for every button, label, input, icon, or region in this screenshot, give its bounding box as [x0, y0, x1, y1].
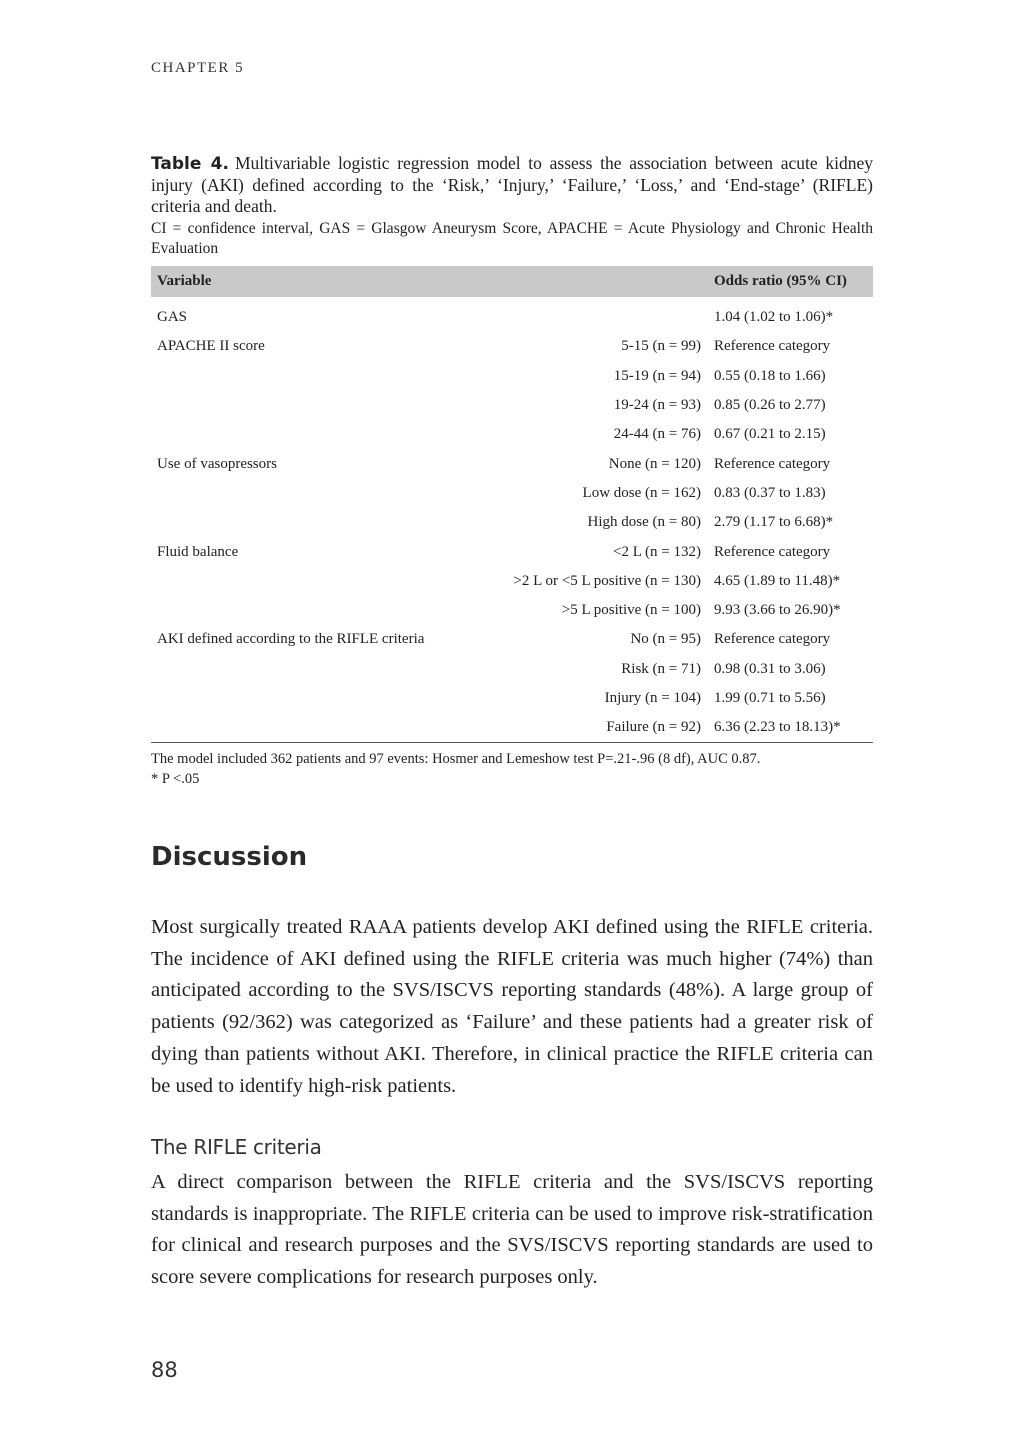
table-row	[151, 508, 873, 537]
table-row	[151, 449, 873, 478]
cell-variable	[151, 420, 475, 449]
cell-variable: APACHE II score	[157, 338, 265, 355]
cell-variable	[151, 713, 475, 743]
cell-odds-ratio: 2.79 (1.17 to 6.68)*	[714, 514, 834, 531]
cell-category: 24-44 (n = 76)	[613, 426, 701, 443]
cell-odds-ratio: 0.98 (0.31 to 3.06)	[714, 660, 826, 677]
table-caption-text: Multivariable logistic regression model to assess the association between acute kidney injury (AKI) defined according to the ‘Risk,’ ‘Injury,’ ‘Failure,’ ‘Loss,’ and ‘End-stage’ (RIFLE) criteria and death.	[151, 153, 874, 216]
subsection-heading-rifle: The RIFLE criteria	[151, 1135, 322, 1159]
cell-odds-ratio: 0.83 (0.37 to 1.83)	[714, 484, 826, 501]
table-row	[151, 297, 873, 332]
cell-odds-ratio: 0.67 (0.21 to 2.15)	[714, 426, 826, 443]
cell-variable	[151, 362, 475, 391]
cell-category: <2 L (n = 132)	[612, 543, 701, 560]
cell-variable: Use of vasopressors	[157, 455, 277, 472]
cell-category: Injury (n = 104)	[604, 690, 701, 706]
cell-odds-ratio: 6.36 (2.23 to 18.13)*	[708, 713, 873, 743]
table-header-row	[151, 266, 873, 297]
cell-variable	[151, 655, 475, 684]
table-footnote-significance: * P <.05	[151, 771, 200, 787]
table-row	[151, 713, 873, 743]
table-row	[151, 655, 873, 684]
chapter-header: CHAPTER 5	[151, 60, 245, 76]
page-number: 88	[151, 1358, 178, 1382]
table-row	[151, 596, 873, 625]
table-body	[151, 297, 873, 743]
table-row	[151, 567, 873, 596]
cell-category	[475, 297, 708, 332]
table-row	[151, 479, 873, 508]
cell-odds-ratio: 1.04 (1.02 to 1.06)*	[714, 309, 834, 326]
cell-category: None (n = 120)	[608, 455, 701, 472]
table-row	[151, 625, 873, 654]
cell-category: High dose (n = 80)	[587, 514, 701, 531]
column-header-odds-ratio: Odds ratio (95% CI)	[708, 266, 873, 297]
discussion-paragraph-2: A direct comparison between the RIFLE criteria and the SVS/ISCVS reporting standards is inappropriate. The RIFLE criteria can be used to improve risk-stratification for clinical and research purposes and the SVS/ISCVS reporting standards are used to score severe complications for research purposes only.	[151, 1171, 873, 1289]
cell-odds-ratio: Reference category	[714, 543, 831, 560]
table-row	[151, 362, 873, 391]
table-label: Table 4.	[151, 154, 229, 174]
cell-odds-ratio: Reference category	[714, 338, 831, 355]
table-row	[151, 332, 873, 361]
cell-category: Low dose (n = 162)	[582, 484, 701, 501]
table-row	[151, 537, 873, 566]
table-footnote-model: The model included 362 patients and 97 events: Hosmer and Lemeshow test P=.21-.96 (8 df), AUC 0.87.	[151, 751, 761, 767]
cell-odds-ratio: 4.65 (1.89 to 11.48)*	[714, 572, 841, 589]
cell-category: >5 L positive (n = 100)	[561, 602, 701, 619]
cell-variable: Fluid balance	[157, 543, 239, 560]
column-header-category	[475, 266, 708, 297]
cell-variable: GAS	[157, 309, 188, 326]
cell-variable: AKI defined according to the RIFLE criteria	[157, 631, 425, 648]
table-row	[151, 391, 873, 420]
cell-odds-ratio: 1.99 (0.71 to 5.56)	[714, 690, 826, 706]
cell-odds-ratio: 0.85 (0.26 to 2.77)	[714, 397, 826, 414]
cell-variable	[151, 567, 475, 596]
table-row	[151, 420, 873, 449]
cell-variable	[151, 684, 475, 713]
cell-category: 5-15 (n = 99)	[621, 338, 701, 355]
cell-variable	[151, 479, 475, 508]
cell-odds-ratio: 9.93 (3.66 to 26.90)*	[714, 602, 841, 619]
cell-variable	[151, 508, 475, 537]
column-header-variable: Variable	[151, 266, 475, 297]
cell-odds-ratio: 0.55 (0.18 to 1.66)	[714, 367, 826, 384]
cell-category: Risk (n = 71)	[621, 660, 701, 677]
discussion-paragraph-1: Most surgically treated RAAA patients develop AKI defined using the RIFLE criteria. The incidence of AKI defined using the RIFLE criteria was much higher (74%) than anticipated according to the SVS/ISCVS reporting standards (48%). A large group of patients (92/362) was categorized as ‘Failure’ and these patients had a greater risk of dying than patients without AKI. Therefore, in clinical practice the RIFLE criteria can be used to identify high-risk patients.	[151, 916, 873, 1097]
cell-category: 19-24 (n = 93)	[613, 397, 701, 414]
table-row	[151, 684, 873, 713]
cell-category: 15-19 (n = 94)	[613, 367, 701, 384]
cell-category: >2 L or <5 L positive (n = 130)	[513, 572, 701, 589]
cell-category: No (n = 95)	[630, 631, 701, 648]
cell-odds-ratio: Reference category	[714, 631, 831, 648]
cell-variable	[151, 391, 475, 420]
table-footnotes	[151, 749, 760, 789]
results-table	[151, 266, 873, 743]
table-abbreviations: CI = confidence interval, GAS = Glasgow Aneurysm Score, APACHE = Acute Physiology and Chronic Health Evaluation	[151, 220, 873, 257]
cell-odds-ratio: Reference category	[714, 455, 831, 472]
table-caption	[151, 153, 873, 217]
cell-category: Failure (n = 92)	[475, 713, 708, 743]
cell-variable	[151, 596, 475, 625]
section-heading-discussion: Discussion	[151, 842, 308, 872]
